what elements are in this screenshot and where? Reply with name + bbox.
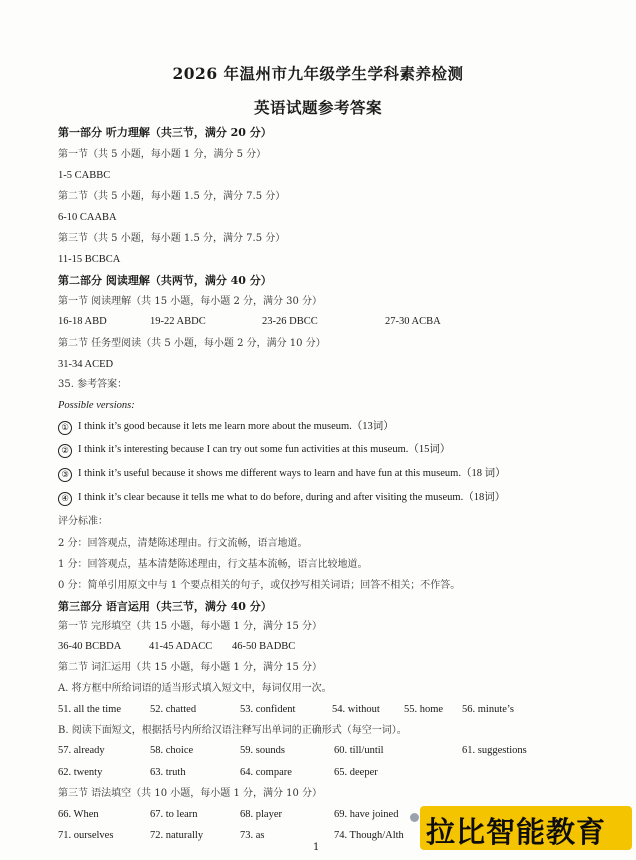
part2-answer-group: 19-22 ABDC — [150, 316, 206, 327]
part1-section1-answer: 1-5 CABBC — [58, 170, 111, 181]
vocab-answer: 56. minute’s — [462, 704, 514, 715]
vocab-answer: 51. all the time — [58, 704, 121, 715]
part3-section3-heading: 第三节 语法填空（共 10 小题，每小题 1 分，满分 10 分） — [58, 788, 323, 799]
part2-answer-group: 23-26 DBCC — [262, 316, 318, 327]
cloze-answer-group: 46-50 BADBC — [232, 641, 296, 652]
version-text: I think it’s interesting because I can try out some fun activities at this museum.（15词） — [78, 444, 451, 455]
watermark-text: 拉比智能教育 — [426, 815, 607, 849]
part1-section1-heading: 第一节（共 5 小题，每小题 1 分，满分 5 分） — [58, 149, 267, 160]
grammar-answer: 72. naturally — [150, 830, 204, 841]
part2-heading: 第二部分 阅读理解（共两节，满分 40 分） — [58, 274, 272, 287]
vocab-answer: 55. home — [404, 704, 444, 715]
part2-section2-answer: 31-34 ACED — [58, 359, 114, 370]
cloze-answer-group: 36-40 BCBDA — [58, 641, 122, 652]
part2-answer-group: 16-18 ABD — [58, 316, 107, 327]
part1-section3-answer: 11-15 BCBCA — [58, 254, 121, 265]
part2-section2-heading: 第二节 任务型阅读（共 5 小题，每小题 2 分，满分 10 分） — [58, 338, 326, 349]
criteria-line: 0 分：简单引用原文中与 1 个要点相关的句子，或仅抄写相关词语；回答不相关；不作答。 — [58, 580, 461, 591]
part3-heading: 第三部分 语言运用（共三节，满分 40 分） — [58, 600, 272, 613]
vocab-a-instruction: A. 将方框中所给词语的适当形式填入短文中，每词仅用一次。 — [58, 683, 332, 694]
circled-number: ④ — [58, 492, 72, 506]
vocab-answer: 57. already — [58, 745, 105, 756]
grammar-answer: 67. to learn — [150, 809, 198, 820]
grammar-answer: 71. ourselves — [58, 830, 114, 841]
part3-section1-heading: 第一节 完形填空（共 15 小题，每小题 1 分，满分 15 分） — [58, 621, 323, 632]
version-line — [58, 443, 450, 458]
vocab-answer: 54. without — [332, 704, 380, 715]
circled-number: ③ — [58, 468, 72, 482]
part1-section2-heading: 第二节（共 5 小题，每小题 1.5 分，满分 7.5 分） — [58, 191, 286, 202]
grammar-answer: 73. as — [240, 830, 265, 841]
vocab-answer: 65. deeper — [334, 767, 378, 778]
criteria-line: 1 分：回答观点，基本清楚陈述理由，行文基本流畅，语言比较地道。 — [58, 559, 368, 570]
circled-number: ① — [58, 421, 72, 435]
part1-section2-answer: 6-10 CAABA — [58, 212, 117, 223]
version-text: I think it’s good because it lets me learn more about the museum.（13词） — [78, 421, 394, 432]
vocab-b-instruction: B. 阅读下面短文，根据括号内所给汉语注释写出单词的正确形式（每空一词）。 — [58, 725, 407, 736]
vocab-answer: 63. truth — [150, 767, 186, 778]
possible-versions-label: Possible versions: — [58, 400, 135, 411]
grammar-answer: 74. Though/Alth — [334, 830, 404, 841]
criteria-line: 2 分：回答观点，清楚陈述理由。行文流畅，语言地道。 — [58, 538, 308, 549]
vocab-answer: 52. chatted — [150, 704, 197, 715]
vocab-answer: 62. twenty — [58, 767, 103, 778]
vocab-answer: 58. choice — [150, 745, 194, 756]
version-line — [58, 420, 394, 435]
vocab-answer: 61. suggestions — [462, 745, 527, 756]
vocab-answer: 59. sounds — [240, 745, 285, 756]
cloze-answer-group: 41-45 ADACC — [149, 641, 213, 652]
question35-label: 35. 参考答案： — [58, 379, 128, 390]
document-subtitle: 英语试题参考答案 — [253, 98, 382, 117]
page-number: 1 — [313, 842, 320, 853]
version-text: I think it’s useful because it shows me different ways to learn and have fun at this museum.（18 词） — [78, 468, 506, 479]
version-line — [58, 467, 506, 482]
vocab-answer: 60. till/until — [334, 745, 384, 756]
vocab-answer: 64. compare — [240, 767, 292, 778]
part2-section1-heading: 第一节 阅读理解（共 15 小题，每小题 2 分，满分 30 分） — [58, 296, 323, 307]
part2-answer-group: 27-30 ACBA — [385, 316, 441, 327]
document-title: 2026 年温州市九年级学生学科素养检测 — [172, 64, 464, 83]
circled-number: ② — [58, 444, 72, 458]
grammar-answer: 68. player — [240, 809, 282, 820]
watermark-logo — [420, 806, 632, 850]
vocab-answer: 53. confident — [240, 704, 296, 715]
version-text: I think it’s clear because it tells me what to do before, during and after visiting the museum.（18词） — [78, 492, 506, 503]
part1-heading: 第一部分 听力理解（共三节，满分 20 分） — [58, 126, 272, 139]
floating-dot-icon — [410, 813, 419, 822]
grammar-answer: 69. have joined — [334, 809, 399, 820]
part1-section3-heading: 第三节（共 5 小题，每小题 1.5 分，满分 7.5 分） — [58, 233, 286, 244]
version-line — [58, 491, 505, 506]
grammar-answer: 66. When — [58, 809, 99, 820]
part3-section2-heading: 第二节 词汇运用（共 15 小题，每小题 1 分，满分 15 分） — [58, 662, 323, 673]
criteria-label: 评分标准： — [58, 516, 108, 527]
